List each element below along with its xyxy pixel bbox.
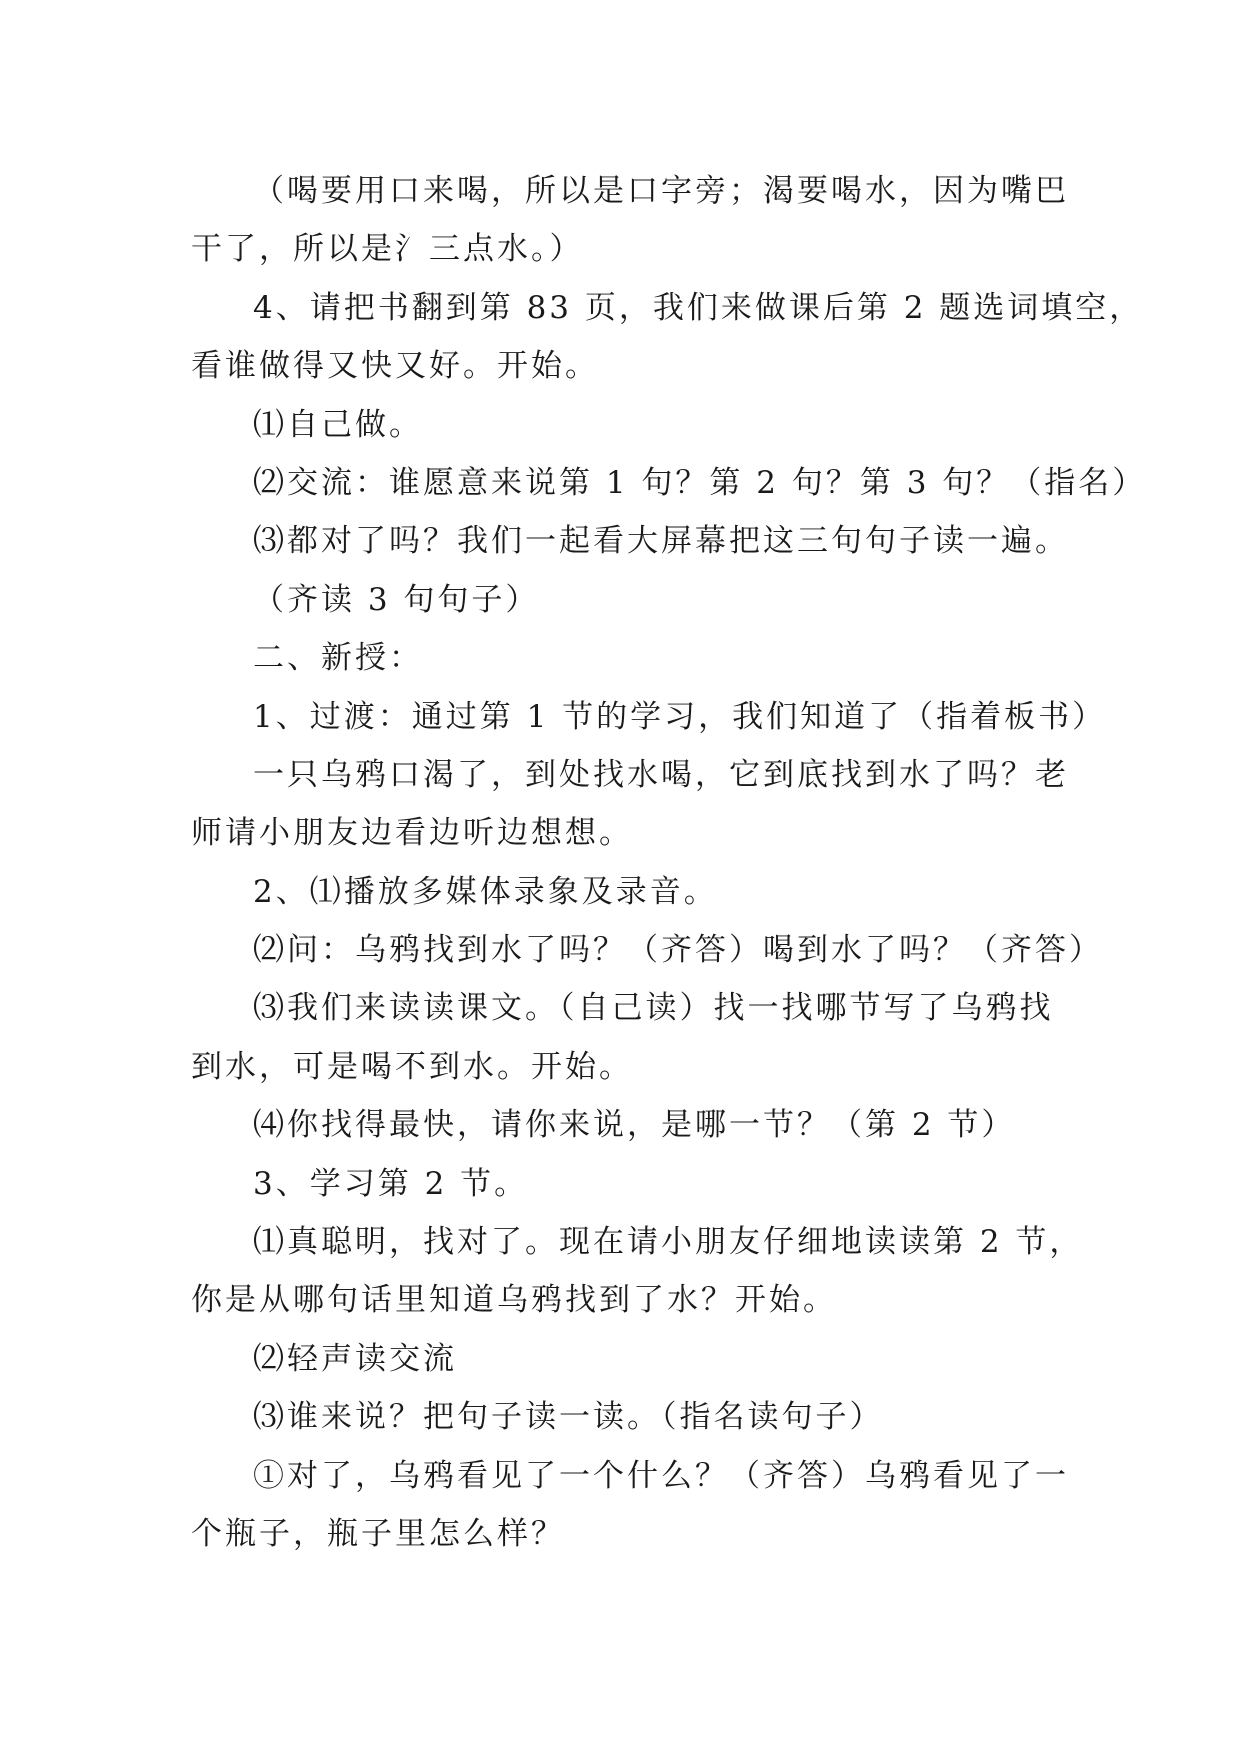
text-line: 师请小朋友边看边听边想想。 <box>191 815 633 852</box>
text-line: ①对了，乌鸦看见了一个什么？（齐答）乌鸦看见了一 <box>253 1457 1069 1494</box>
text-line: 个瓶子，瓶子里怎么样？ <box>191 1515 565 1552</box>
text-line: ⑵交流：谁愿意来说第 1 句？第 2 句？第 3 句？（指名） <box>253 464 1147 501</box>
text-line: ⑴真聪明，找对了。现在请小朋友仔细地读读第 2 节， <box>253 1224 1084 1261</box>
text-line: 4、请把书翻到第 83 页，我们来做课后第 2 题选词填空， <box>253 289 1144 326</box>
body-text <box>191 162 1147 1563</box>
text-line: ⑶我们来读读课文。（自己读）找一找哪节写了乌鸦找 <box>253 990 1054 1027</box>
text-line: 干了，所以是氵三点水。） <box>191 231 584 268</box>
text-line: ⑴自己做。 <box>253 406 423 443</box>
text-line: ⑶谁来说？把句子读一读。（指名读句子） <box>253 1399 884 1436</box>
text-line: ⑷你找得最快，请你来说，是哪一节？（第 2 节） <box>253 1107 1016 1144</box>
section-heading: 二、新授： <box>253 640 423 677</box>
text-line: （齐读 3 句句子） <box>253 581 540 618</box>
text-line: 2、⑴播放多媒体录象及录音。 <box>253 873 718 910</box>
text-line: 1、过渡：通过第 1 节的学习，我们知道了（指着板书） <box>253 698 1107 735</box>
text-line: 你是从哪句话里知道乌鸦找到了水？开始。 <box>191 1282 837 1319</box>
text-line: （喝要用口来喝，所以是口字旁；渴要喝水，因为嘴巴 <box>253 173 1069 209</box>
text-line: ⑵问：乌鸦找到水了吗？（齐答）喝到水了吗？（齐答） <box>253 932 1103 969</box>
text-line: 一只乌鸦口渴了，到处找水喝，它到底找到水了吗？老 <box>253 756 1069 793</box>
text-line: 到水，可是喝不到水。开始。 <box>191 1048 633 1085</box>
text-line: 看谁做得又快又好。开始。 <box>191 348 599 385</box>
text-line: 3、学习第 2 节。 <box>253 1165 529 1202</box>
text-line: ⑶都对了吗？我们一起看大屏幕把这三句句子读一遍。 <box>253 523 1069 560</box>
text-line: ⑵轻声读交流 <box>253 1340 457 1377</box>
